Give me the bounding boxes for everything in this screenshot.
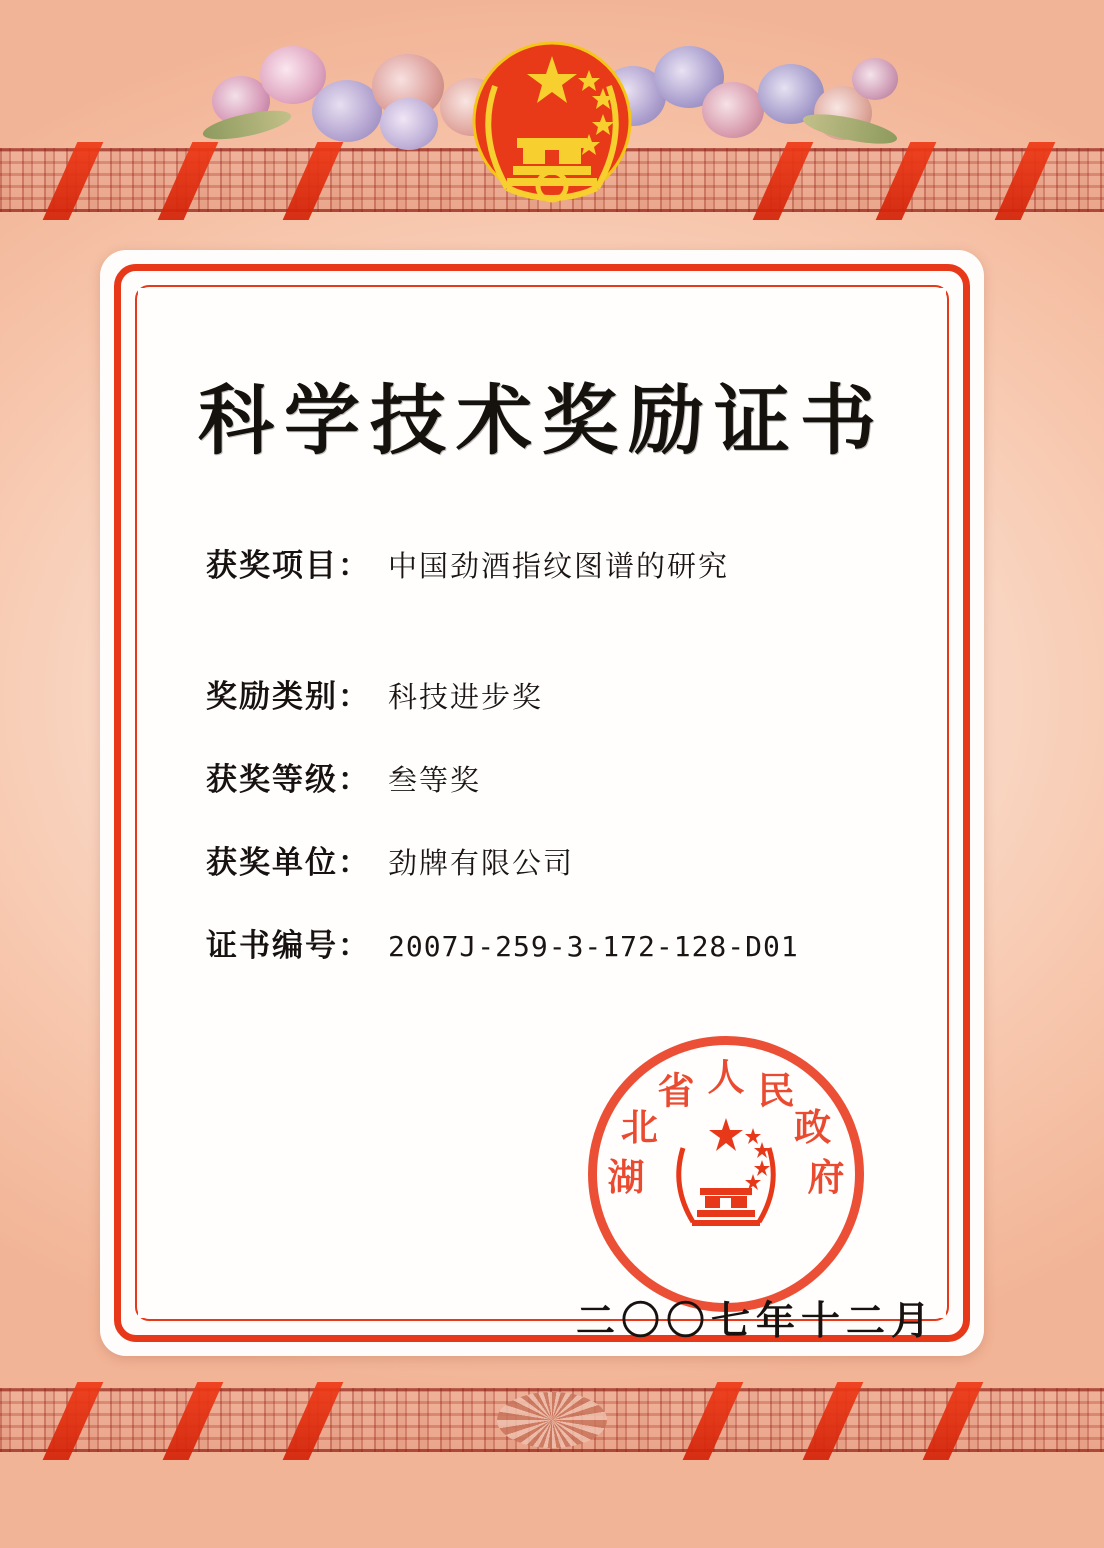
field-row-project [206, 540, 966, 585]
field-row-certificate-number [206, 920, 966, 965]
seal-char: 北 [620, 1105, 658, 1149]
field-value-organization: 劲牌有限公司 [388, 846, 575, 880]
field-label-project: 获奖项目： [206, 548, 371, 584]
field-label-category: 奖励类别： [206, 679, 371, 715]
field-row-organization [206, 837, 966, 882]
seal-char: 府 [807, 1155, 845, 1199]
field-row-category [206, 671, 966, 716]
field-value-category: 科技进步奖 [388, 680, 544, 714]
seal-char: 省 [657, 1068, 695, 1113]
issue-date: 二〇〇七年十二月 [576, 1298, 937, 1344]
field-label-certificate-number: 证书编号： [206, 928, 371, 964]
award-fields [206, 540, 966, 1003]
field-value-certificate-number: 2007J-259-3-172-128-D01 [388, 930, 799, 963]
field-label-grade: 获奖等级： [206, 762, 371, 798]
field-row-grade [206, 754, 966, 799]
certificate-card [100, 250, 984, 1356]
seal-char: 民 [757, 1068, 795, 1113]
field-label-organization: 获奖单位： [206, 845, 371, 881]
national-emblem-icon [467, 26, 637, 216]
seal-char: 政 [794, 1105, 832, 1149]
bottom-band-line-upper [0, 1388, 1104, 1391]
seal-emblem-icon [667, 1110, 785, 1238]
page-title: 科学技术奖励证书 [198, 376, 886, 465]
seal-char: 湖 [607, 1155, 645, 1199]
field-value-grade: 叁等奖 [388, 763, 482, 797]
official-seal [588, 1036, 864, 1312]
seal-char: 人 [707, 1055, 745, 1099]
rosette-decoration [497, 1392, 607, 1448]
field-value-project: 中国劲酒指纹图谱的研究 [388, 549, 730, 583]
certificate-content [138, 288, 946, 1344]
